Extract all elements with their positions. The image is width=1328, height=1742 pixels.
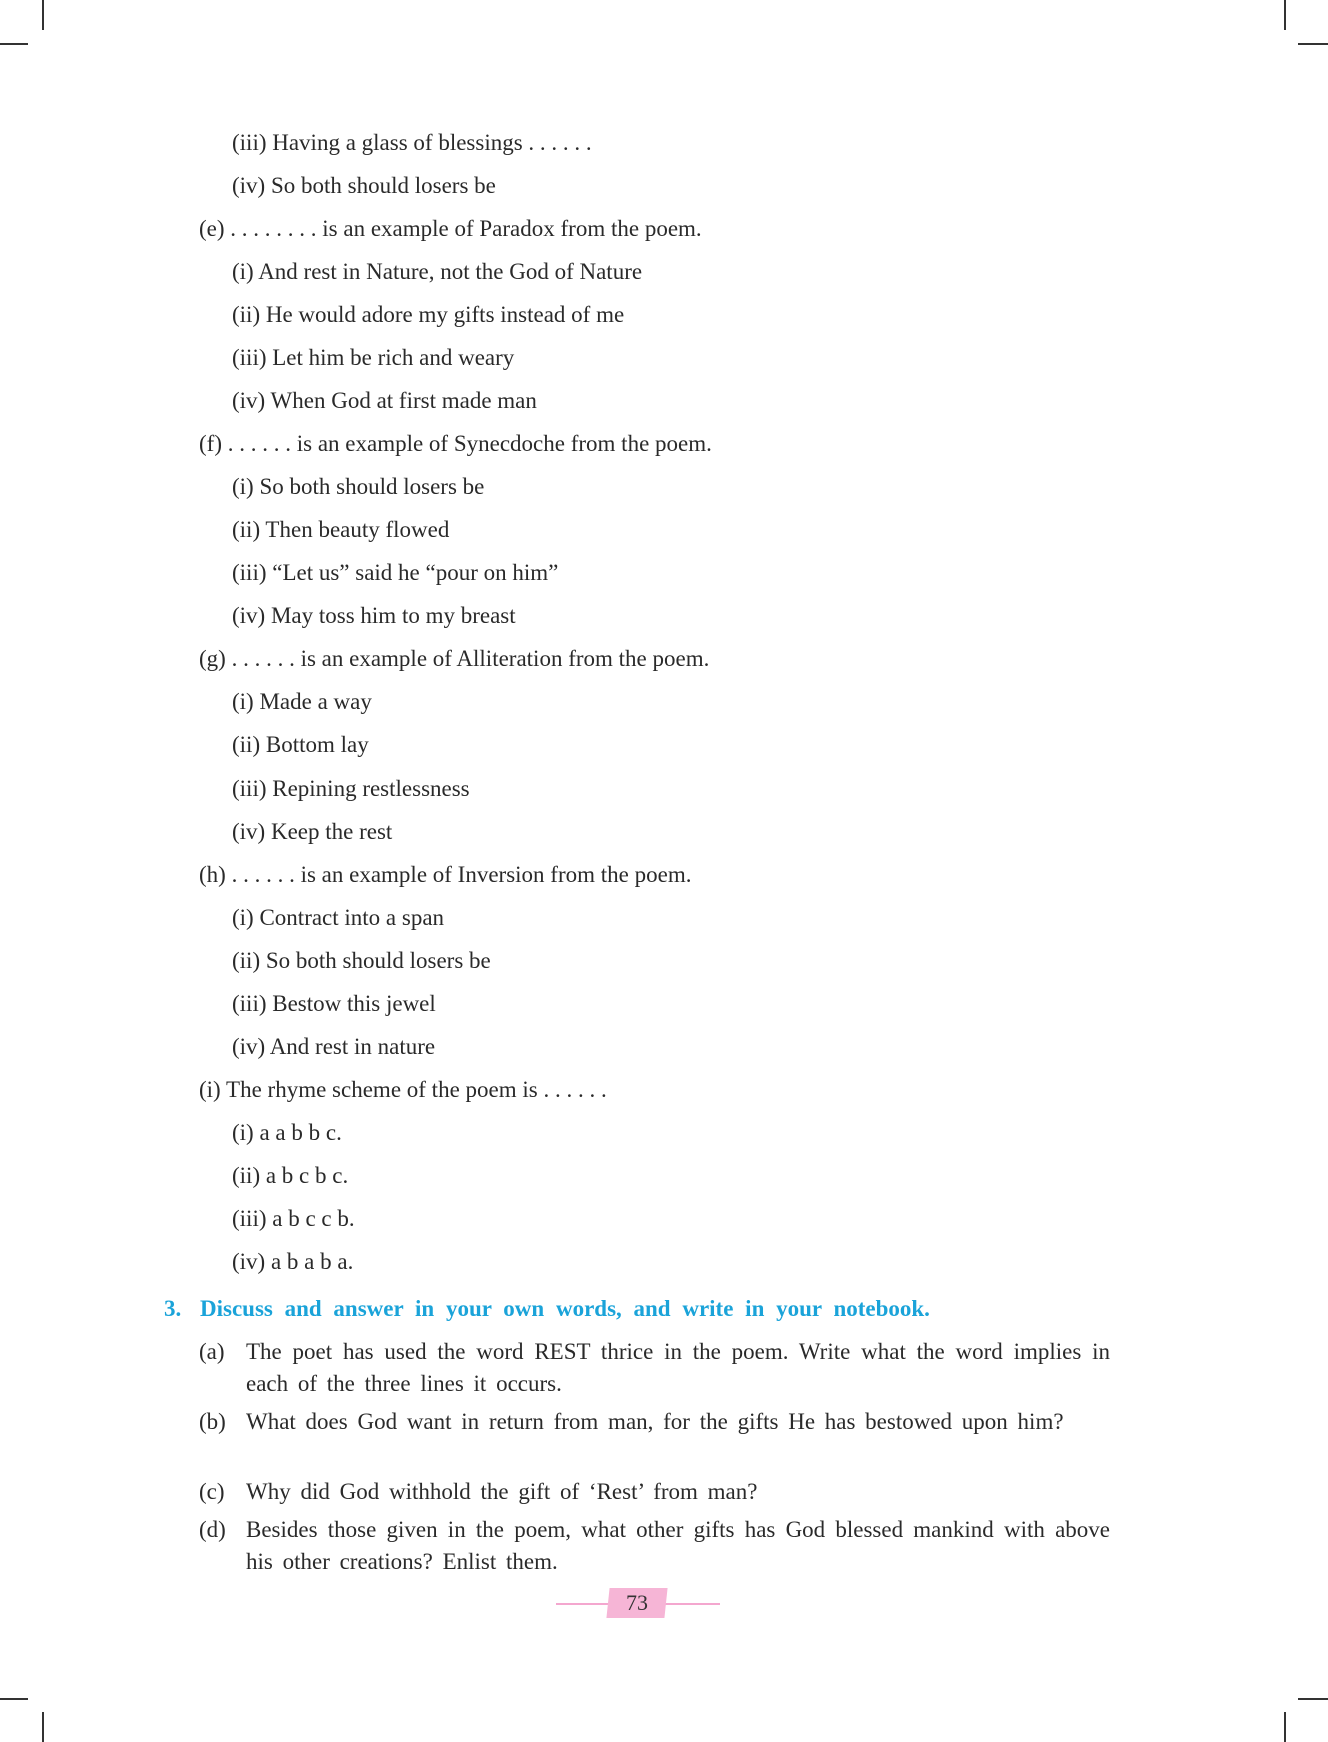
question-label: (d) (199, 1517, 226, 1542)
discussion-question (199, 1406, 1110, 1438)
option-line: (i) So both should losers be (232, 474, 485, 499)
option-line: (i) Made a way (232, 689, 372, 714)
option-line: (iv) So both should losers be (232, 173, 496, 198)
crop-mark-bottom-right-v (1284, 1712, 1286, 1742)
crop-mark-top-right-h (1298, 43, 1328, 45)
crop-mark-bottom-right-h (1298, 1698, 1328, 1700)
option-line: (iv) a b a b a. (232, 1249, 354, 1274)
option-line: (iii) a b c c b. (232, 1206, 355, 1231)
option-line: (iii) Let him be rich and weary (232, 345, 515, 370)
section-number: 3. (164, 1296, 182, 1321)
discussion-question (199, 1476, 1110, 1508)
section-heading (164, 1296, 930, 1322)
option-line: (iii) “Let us” said he “pour on him” (232, 560, 559, 585)
option-line: (ii) Bottom lay (232, 732, 369, 757)
option-line: (ii) Then beauty flowed (232, 517, 450, 542)
option-line: (ii) a b c b c. (232, 1163, 349, 1188)
question-text: What does God want in return from man, for the gifts He has bestowed upon him? (246, 1409, 1064, 1434)
option-line: (iv) And rest in nature (232, 1034, 436, 1059)
question-text: The poet has used the word REST thrice in the poem. Write what the word implies in each of the three lines it occurs. (246, 1339, 1110, 1396)
option-line: (iii) Bestow this jewel (232, 991, 436, 1016)
question-line: (f) . . . . . . is an example of Synecdoche from the poem. (199, 431, 712, 456)
question-line: (e) . . . . . . . . is an example of Paradox from the poem. (199, 216, 702, 241)
question-text: Besides those given in the poem, what other gifts has God blessed mankind with above his other creations? Enlist them. (246, 1517, 1110, 1574)
question-line: (i) The rhyme scheme of the poem is . . . . . . (199, 1077, 607, 1102)
option-line: (i) Contract into a span (232, 905, 445, 930)
question-label: (a) (199, 1339, 225, 1364)
page-number-badge (606, 1588, 667, 1618)
crop-mark-top-right-v (1284, 0, 1286, 30)
section-title: Discuss and answer in your own words, and write in your notebook. (200, 1296, 930, 1321)
option-line: (iv) May toss him to my breast (232, 603, 516, 628)
discussion-question (199, 1336, 1110, 1400)
option-line: (ii) So both should losers be (232, 948, 491, 973)
option-line: (iii) Repining restlessness (232, 776, 470, 801)
question-label: (b) (199, 1409, 226, 1434)
option-line: (iv) Keep the rest (232, 819, 393, 844)
question-text: Why did God withhold the gift of ‘Rest’ from man? (246, 1479, 758, 1504)
option-line: (iii) Having a glass of blessings . . . . . . (232, 130, 592, 155)
page-number: 73 (626, 1590, 648, 1615)
discussion-question (199, 1514, 1110, 1578)
option-line: (i) a a b b c. (232, 1120, 342, 1145)
option-line: (ii) He would adore my gifts instead of me (232, 302, 625, 327)
crop-mark-bottom-left-h (0, 1698, 28, 1700)
crop-mark-bottom-left-v (42, 1712, 44, 1742)
crop-mark-top-left-h (0, 43, 28, 45)
question-label: (c) (199, 1479, 225, 1504)
question-line: (g) . . . . . . is an example of Alliteration from the poem. (199, 646, 710, 671)
option-line: (iv) When God at first made man (232, 388, 537, 413)
crop-mark-top-left-v (42, 0, 44, 30)
question-line: (h) . . . . . . is an example of Inversion from the poem. (199, 862, 692, 887)
option-line: (i) And rest in Nature, not the God of Nature (232, 259, 643, 284)
